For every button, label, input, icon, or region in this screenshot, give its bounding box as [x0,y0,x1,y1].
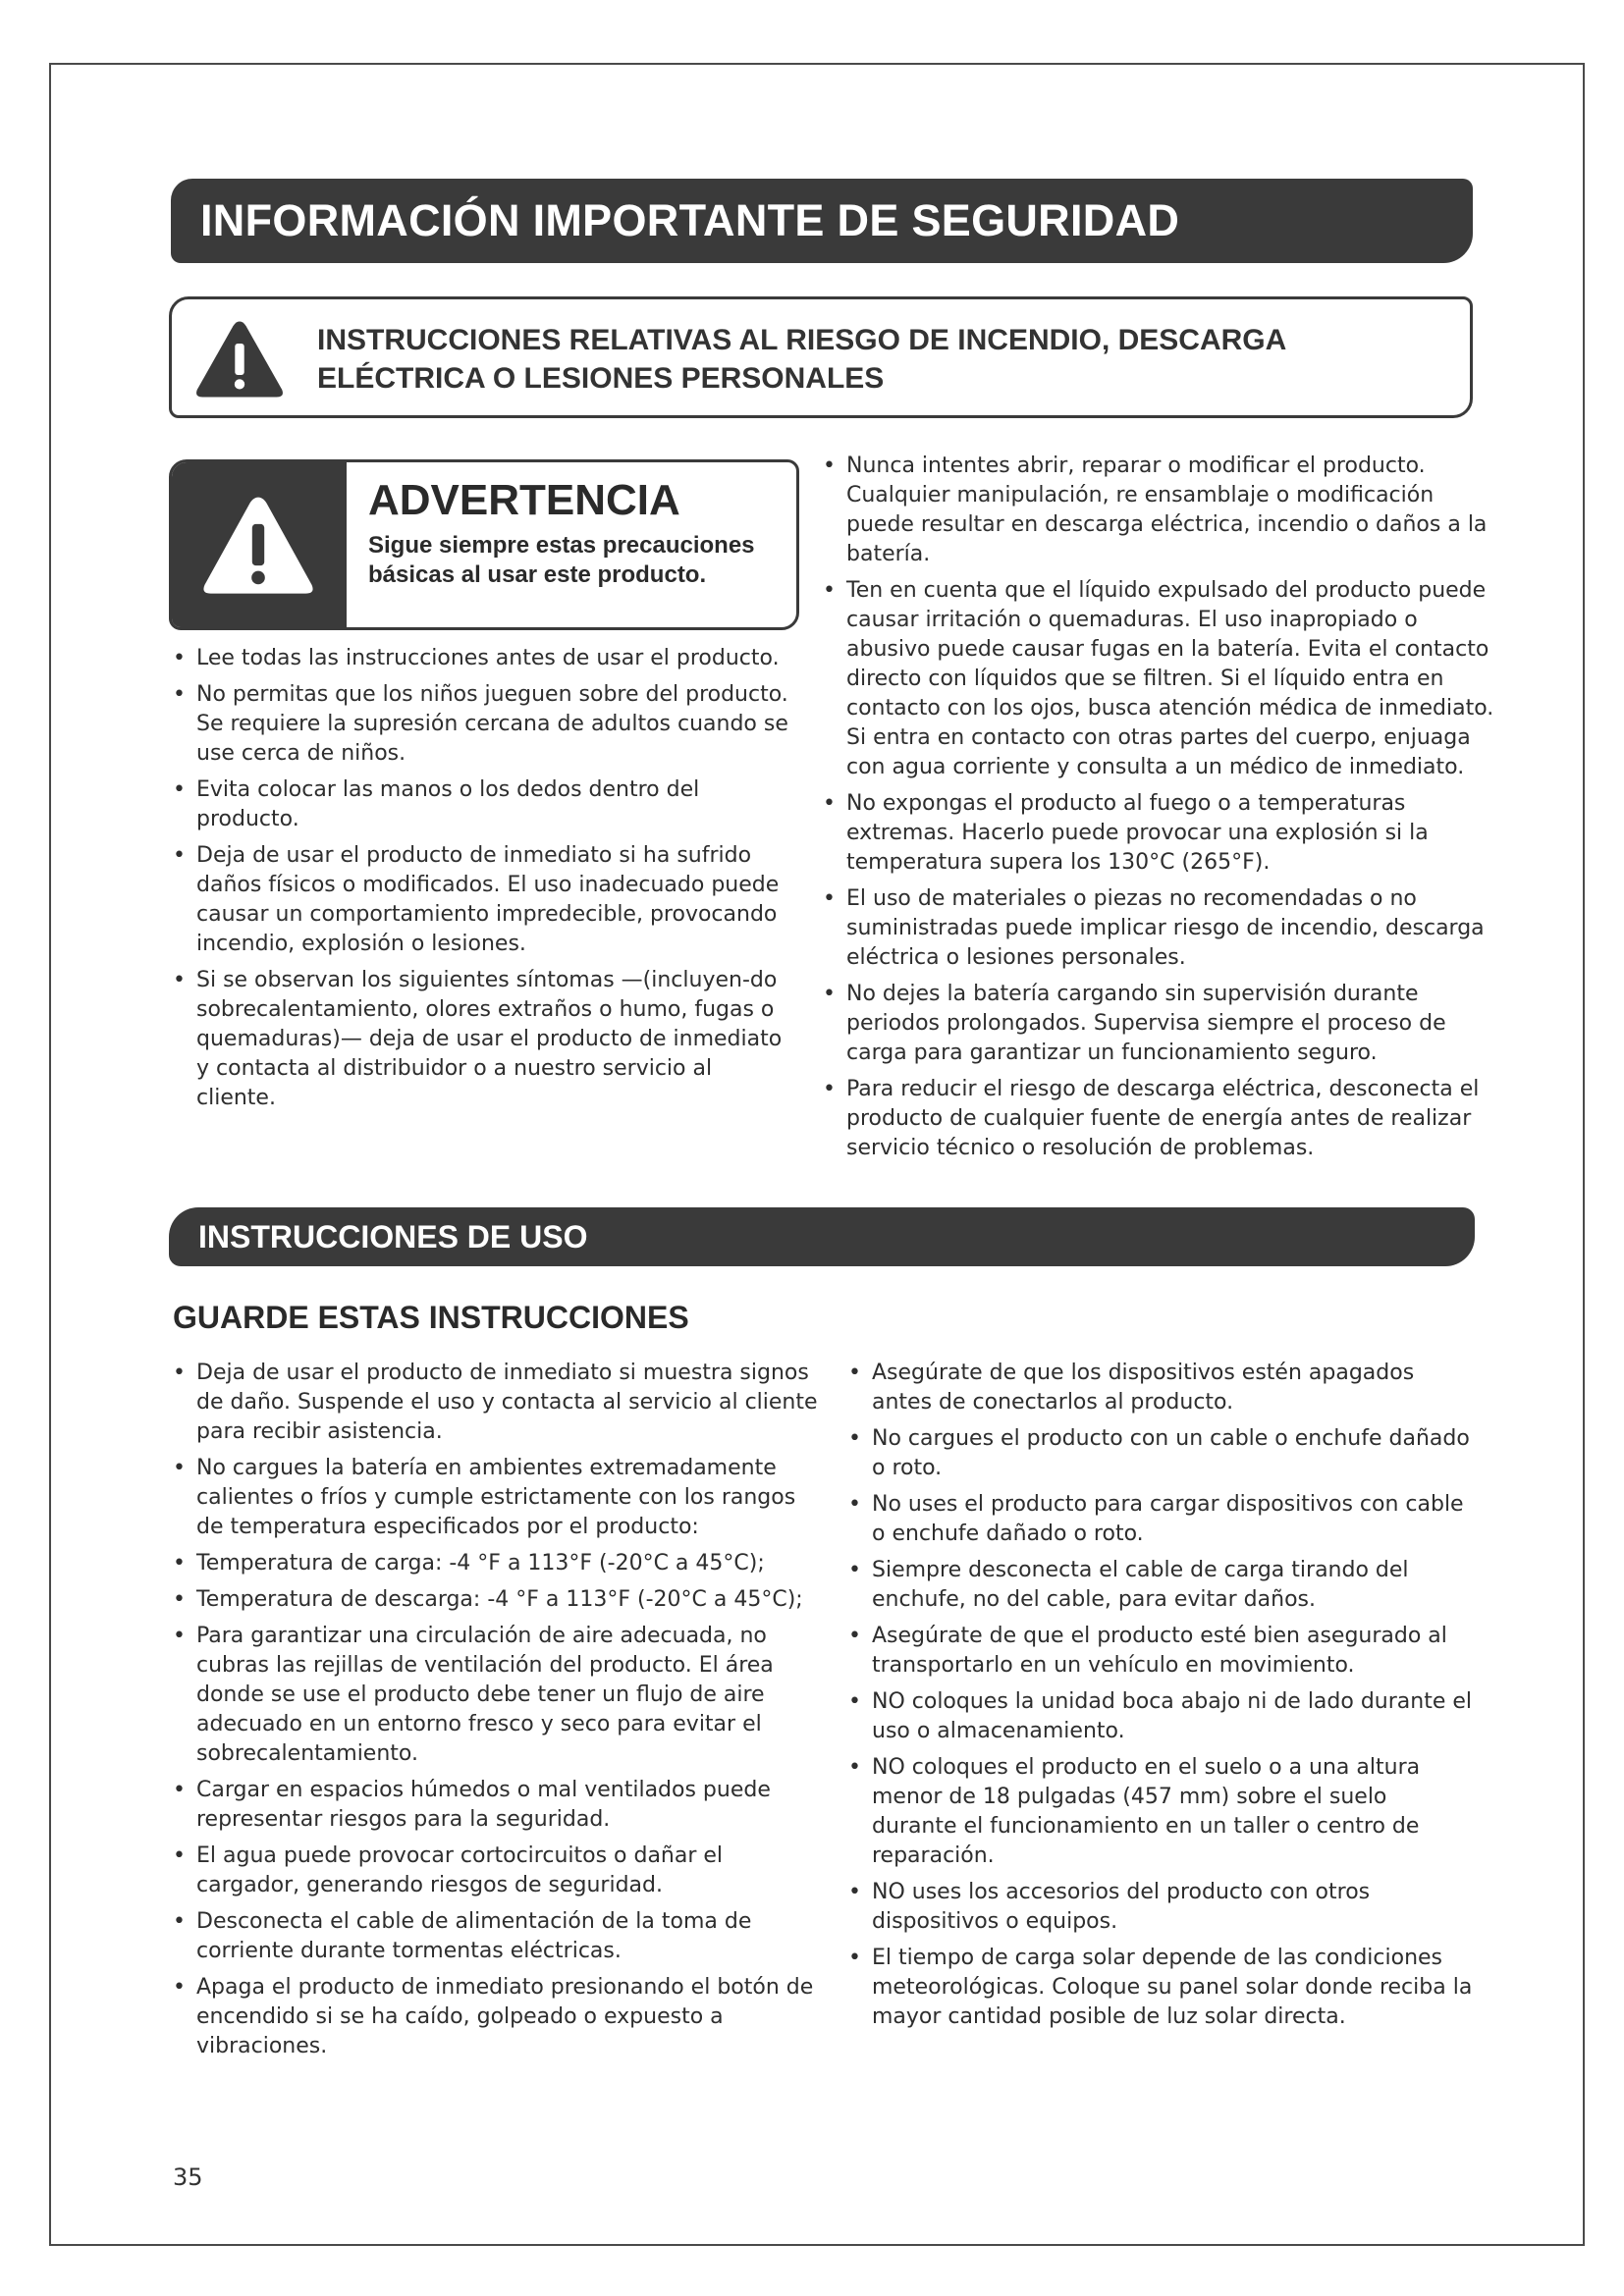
list-item: • Lee todas las instrucciones antes de usar el producto. [169,644,797,673]
list-item: • Cargar en espacios húmedos o mal ventilados puede representar riesgos para la seguridad. [169,1776,827,1835]
hazard-heading [317,321,1446,398]
list-item: • Temperatura de carga: -4 °F a 113°F (-20°C a 45°C); [169,1549,827,1578]
list-item: • No cargues el producto con un cable o enchufe dañado o roto. [844,1424,1473,1483]
hazard-heading-line-2: ELÉCTRICA O LESIONES PERSONALES [317,362,885,395]
list-item: • El uso de materiales o piezas no recomendadas o no suministradas puede implicar riesgo de incendio, descarga eléctrica o lesiones personales. [819,884,1496,973]
list-item: • No dejes la batería cargando sin supervisión durante periodos prolongados. Supervisa siempre el proceso de carga para garantizar un funcionamiento seguro. [819,980,1496,1068]
list-item: • Para garantizar una circulación de aire adecuada, no cubras las rejillas de ventilación del producto. El área donde se use el producto debe tener un flujo de aire adecuado en un entorno fresco y seco para evitar el sobrecalentamiento. [169,1622,827,1769]
safety-list-right [819,452,1496,1170]
section-subtitle: GUARDE ESTAS INSTRUCCIONES [173,1300,689,1335]
safety-list-left [169,644,797,1120]
list-item: • No cargues la batería en ambientes extremadamente calientes o fríos y cumple estrictamente con los rangos de temperatura especificados por el producto: [169,1454,827,1542]
list-item: • Para reducir el riesgo de descarga eléctrica, desconecta el producto de cualquier fuente de energía antes de realizar servicio técnico o resolución de problemas. [819,1075,1496,1163]
list-item: • Temperatura de descarga: -4 °F a 113°F (-20°C a 45°C); [169,1585,827,1615]
section-title-usage: INSTRUCCIONES DE USO [169,1207,1475,1266]
list-item: • El agua puede provocar cortocircuitos o dañar el cargador, generando riesgos de seguridad. [169,1842,827,1900]
list-item: • Apaga el producto de inmediato presionando el botón de encendido si se ha caído, golpeado o expuesto a vibraciones. [169,1973,827,2061]
usage-list-right [844,1359,1473,2039]
list-item: • No permitas que los niños jueguen sobre del producto. Se requiere la supresión cercana de adultos cuando se use cerca de niños. [169,680,797,769]
list-item: • Deja de usar el producto de inmediato si muestra signos de daño. Suspende el uso y contacta al servicio al cliente para recibir asistencia. [169,1359,827,1447]
list-item: • Si se observan los siguientes síntomas —(incluyen-do sobrecalentamiento, olores extraños o humo, fugas o quemaduras)— deja de usar el producto de inmediato y contacta al distribuidor o a nuestro servicio al cliente. [169,966,797,1113]
list-item: • Ten en cuenta que el líquido expulsado del producto puede causar irritación o quemaduras. El uso inapropiado o abusivo puede causar fugas en la batería. Evita el contacto directo con líquidos que se filtren. Si el líquido entra en contacto con los ojos, busca atención médica de inmediato. Si entra en contacto con otras partes del cuerpo, enjuaga con agua corriente y consulta a un médico de inmediato. [819,576,1496,782]
warning-box [169,459,799,630]
hazard-heading-line-1: INSTRUCCIONES RELATIVAS AL RIESGO DE INCENDIO, DESCARGA [317,324,1287,356]
list-item: • Siempre desconecta el cable de carga tirando del enchufe, no del cable, para evitar daños. [844,1556,1473,1615]
page-number: 35 [173,2163,203,2191]
warning-triangle-icon [193,317,286,401]
list-item: • El tiempo de carga solar depende de las condiciones meteorológicas. Coloque su panel solar donde reciba la mayor cantidad posible de luz solar directa. [844,1944,1473,2032]
list-item: • NO coloques el producto en el suelo o a una altura menor de 18 pulgadas (457 mm) sobre el suelo durante el funcionamiento en un taller o centro de reparación. [844,1753,1473,1871]
list-item: • Asegúrate de que los dispositivos estén apagados antes de conectarlos al producto. [844,1359,1473,1417]
list-item: • Nunca intentes abrir, reparar o modificar el producto. Cualquier manipulación, re ensamblaje o modificación puede resultar en descarga eléctrica, incendio o daños a la batería. [819,452,1496,569]
list-item: • NO coloques la unidad boca abajo ni de lado durante el uso o almacenamiento. [844,1687,1473,1746]
warning-triangle-icon [197,488,319,602]
list-item: • No uses el producto para cargar dispositivos con cable o enchufe dañado o roto. [844,1490,1473,1549]
list-item: • NO uses los accesorios del producto con otros dispositivos o equipos. [844,1878,1473,1937]
list-item: • Deja de usar el producto de inmediato si ha sufrido daños físicos o modificados. El uso inadecuado puede causar un comportamiento impredecible, provocando incendio, explosión o lesiones. [169,841,797,959]
page-title: INFORMACIÓN IMPORTANTE DE SEGURIDAD [171,179,1473,263]
warning-title: ADVERTENCIA [368,476,680,524]
list-item: • Desconecta el cable de alimentación de la toma de corriente durante tormentas eléctricas. [169,1907,827,1966]
list-item: • Asegúrate de que el producto esté bien asegurado al transportarlo en un vehículo en movimiento. [844,1622,1473,1681]
list-item: • Evita colocar las manos o los dedos dentro del producto. [169,775,797,834]
list-item: • No expongas el producto al fuego o a temperaturas extremas. Hacerlo puede provocar una explosión si la temperatura supera los 130°C (265°F). [819,789,1496,878]
usage-list-left [169,1359,827,2068]
hazard-notice [169,296,1473,418]
warning-subtitle: Sigue siempre estas precauciones básicas al usar este producto. [368,532,755,588]
